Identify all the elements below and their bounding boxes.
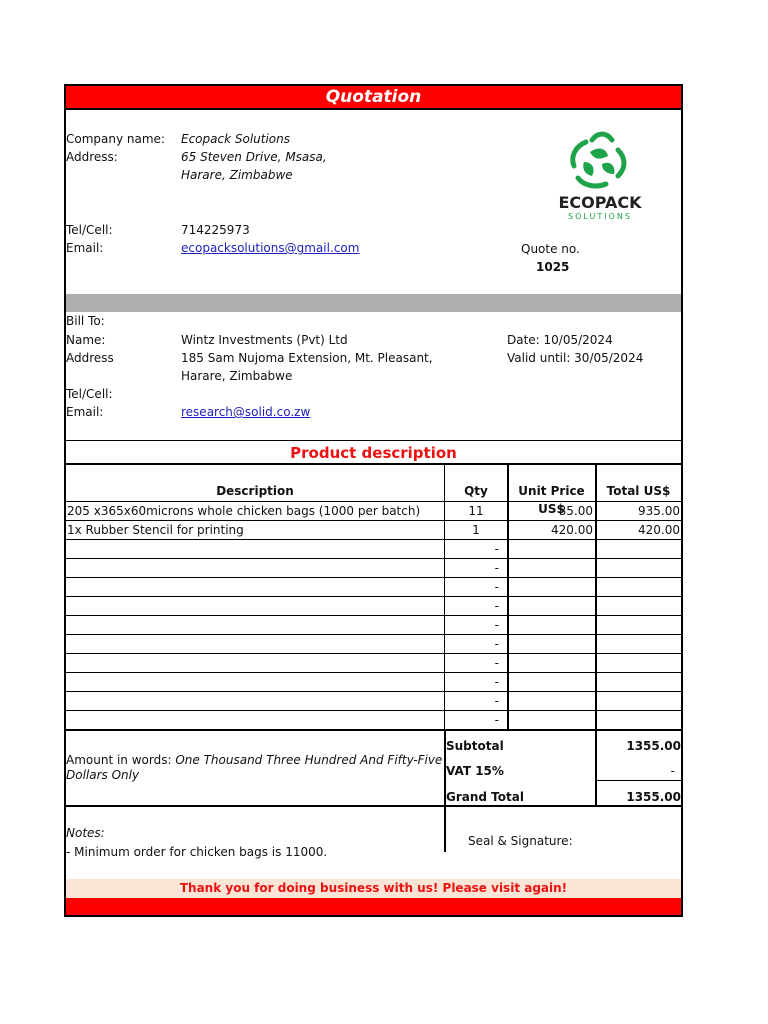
- row-total: [597, 692, 680, 711]
- company-name-label: Company name:: [66, 132, 165, 146]
- col-header-unit-price: Unit Price US$: [518, 484, 585, 516]
- bill-to-heading: Bill To:: [66, 314, 105, 328]
- notes-label: Notes:: [66, 826, 105, 840]
- row-total: 935.00: [638, 504, 680, 518]
- row-description: [67, 540, 443, 559]
- row-qty: -: [494, 561, 499, 575]
- footer-bar: [66, 898, 681, 915]
- col-header-total: Total US$: [606, 484, 671, 498]
- col-header-qty: Qty: [464, 484, 488, 498]
- divider: [66, 463, 681, 465]
- row-total: [597, 578, 680, 597]
- grand-total-value: 1355.00: [626, 790, 681, 804]
- row-qty: -: [494, 675, 499, 689]
- row-unit-price: [508, 711, 593, 730]
- row-unit-price: [508, 578, 593, 597]
- row-unit-price: [508, 597, 593, 616]
- row-unit-price: [508, 540, 593, 559]
- row-total: 420.00: [638, 523, 680, 537]
- row-total: [597, 597, 680, 616]
- quote-date: Date: 10/05/2024: [507, 333, 613, 347]
- col-divider: [444, 464, 445, 729]
- grand-total-label: Grand Total: [446, 790, 524, 804]
- row-description: 205 x365x60microns whole chicken bags (1000 per batch): [67, 504, 421, 518]
- product-description-title: Product description: [290, 444, 457, 462]
- notes-line: - Minimum order for chicken bags is 11000.: [66, 845, 328, 859]
- col-divider: [507, 464, 509, 729]
- row-description: [67, 635, 443, 654]
- row-description: [67, 616, 443, 635]
- vat-value: -: [670, 764, 675, 778]
- company-email-label: Email:: [66, 241, 104, 255]
- row-description: [67, 673, 443, 692]
- bill-address-line2: Harare, Zimbabwe: [181, 369, 293, 383]
- row-description: 1x Rubber Stencil for printing: [67, 523, 244, 537]
- row-unit-price: [508, 559, 593, 578]
- col-header-description: Description: [216, 484, 294, 498]
- company-address-line1: 65 Steven Drive, Msasa,: [181, 150, 327, 164]
- row-unit-price: [508, 673, 593, 692]
- logo-tagline: SOLUTIONS: [568, 212, 632, 221]
- row-unit-price: [508, 635, 593, 654]
- valid-until: Valid until: 30/05/2024: [507, 351, 644, 365]
- row-total: [597, 559, 680, 578]
- row-qty: -: [494, 580, 499, 594]
- logo-name: ECOPACK: [558, 193, 642, 212]
- row-qty: -: [494, 618, 499, 632]
- row-unit-price: [508, 692, 593, 711]
- bill-address-line1: 185 Sam Nujoma Extension, Mt. Pleasant,: [181, 351, 433, 365]
- row-unit-price: 420.00: [551, 523, 593, 537]
- row-total: [597, 540, 680, 559]
- separator-bar: [66, 294, 681, 312]
- quotation-title: Quotation: [66, 86, 681, 110]
- bill-address-label: Address: [66, 351, 114, 365]
- row-qty: -: [494, 713, 499, 727]
- thank-you-message: Thank you for doing business with us! Please visit again!: [66, 879, 681, 898]
- bill-email-link[interactable]: research@solid.co.zw: [181, 405, 311, 419]
- row-qty: -: [494, 599, 499, 613]
- company-address-line2: Harare, Zimbabwe: [181, 168, 293, 182]
- company-tel: 714225973: [181, 223, 250, 237]
- quotation-sheet: [64, 84, 683, 917]
- bill-tel-label: Tel/Cell:: [66, 387, 113, 401]
- subtotal-label: Subtotal: [446, 739, 504, 753]
- quote-number: 1025: [536, 260, 570, 274]
- row-total: [597, 616, 680, 635]
- row-description: [67, 692, 443, 711]
- row-description: [67, 711, 443, 730]
- ecopack-logo: [540, 128, 660, 228]
- row-total: [597, 635, 680, 654]
- divider: [596, 780, 681, 781]
- row-description: [67, 597, 443, 616]
- row-description: [67, 559, 443, 578]
- row-description: [67, 654, 443, 673]
- row-total: [597, 654, 680, 673]
- row-qty: -: [494, 637, 499, 651]
- row-total: [597, 711, 680, 730]
- seal-signature-label: Seal & Signature:: [468, 834, 573, 848]
- row-description: [67, 578, 443, 597]
- subtotal-value: 1355.00: [626, 739, 681, 753]
- divider: [66, 805, 681, 807]
- company-name: Ecopack Solutions: [181, 132, 290, 146]
- quote-number-label: Quote no.: [521, 242, 580, 256]
- row-qty: -: [494, 694, 499, 708]
- row-qty: -: [494, 656, 499, 670]
- amount-words-text: One Thousand Three Hundred And Fifty-Five: [175, 753, 443, 767]
- row-unit-price: [508, 616, 593, 635]
- bill-name: Wintz Investments (Pvt) Ltd: [181, 333, 348, 347]
- bill-name-label: Name:: [66, 333, 106, 347]
- row-unit-price: 85.00: [558, 504, 593, 518]
- row-unit-price: [508, 654, 593, 673]
- company-tel-label: Tel/Cell:: [66, 223, 113, 237]
- amount-words-label: Amount in words:: [66, 753, 176, 767]
- row-qty: -: [494, 542, 499, 556]
- col-divider: [595, 464, 597, 729]
- bill-email-label: Email:: [66, 405, 104, 419]
- row-total: [597, 673, 680, 692]
- divider: [66, 440, 681, 441]
- amount-words-line2: Dollars Only: [66, 768, 140, 782]
- row-qty: 11: [468, 504, 484, 518]
- recycle-leaves-icon: [540, 128, 660, 192]
- vat-label: VAT 15%: [446, 764, 504, 778]
- row-qty: 1: [472, 523, 480, 537]
- company-email-link[interactable]: ecopacksolutions@gmail.com: [181, 241, 360, 255]
- company-address-label: Address:: [66, 150, 118, 164]
- divider: [66, 729, 681, 731]
